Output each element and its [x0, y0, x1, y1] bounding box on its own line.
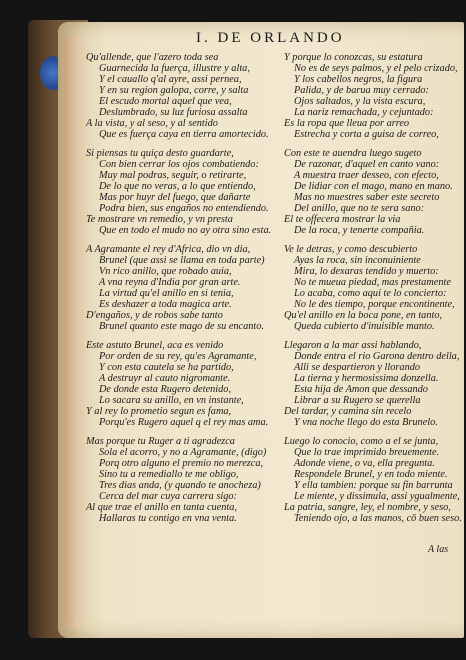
verse-line: Y con esta cautela se ha partido,	[99, 361, 234, 373]
verse-line: De lidiar con el mago, mano en mano.	[294, 181, 453, 193]
verse-line: Mira, lo dexaras tendido y muerto:	[294, 265, 439, 277]
verse-line: Guarnecida la fuerça, illustre y alta,	[99, 63, 250, 75]
verse-line: El te offecera mostrar la via	[284, 214, 401, 226]
verse-line: La tierna y hermosissima donzella.	[294, 372, 439, 384]
stanza	[284, 340, 466, 428]
verse-line: Y el cauallo q'al ayre, assi pernea,	[99, 74, 242, 86]
verse-line: Tres dias anda, (y quando te anocheza)	[99, 479, 261, 491]
verse-line: A muestra traer desseo, con efecto,	[294, 169, 439, 181]
verse-line: De lo que no veras, a lo que entiendo,	[99, 181, 256, 193]
verse-line: Ojos saltados, y la vista escura,	[294, 96, 426, 108]
verse-line: Esta hija de Amon que dessando	[294, 383, 428, 395]
verse-line: Y los cabellos negros, la figura	[294, 74, 423, 86]
verse-line: Alli se despartieron y llorando	[294, 361, 421, 373]
verse-line: Brunel quanto este mago de su encanto.	[99, 321, 265, 333]
verse-line: Por orden de su rey, qu'es Agramante,	[99, 350, 257, 362]
verse-line: El escudo mortal aquel que vea,	[99, 96, 232, 108]
verse-line: Lo sacara su anillo, en vn instante,	[99, 394, 244, 406]
stanza	[86, 148, 291, 236]
verse-line: A la vista, y al seso, y al sentido	[86, 118, 218, 130]
verse-line: Muy mal podras, seguir, o retirarte,	[99, 169, 247, 181]
verse-line: Vn rico anillo, que robado auia,	[99, 265, 232, 277]
verse-line: Qu'allende, que l'azero toda sea	[86, 52, 219, 63]
verse-line: Hallaras tu contigo en vna venta.	[99, 512, 237, 524]
verse-line: Llegaron a la mar assi hablando,	[284, 339, 422, 351]
verse-line: Mas por huyr del fuego, que dañarte	[99, 192, 251, 204]
verse-line: D'engaños, y de robos sabe tanto	[86, 310, 223, 322]
verse-line: Librar a su Rugero se querella	[294, 394, 421, 406]
verse-line: Respondele Brunel, y en todo miente.	[294, 468, 448, 480]
verse-line: Con este te auendra luego sugeto	[284, 147, 422, 159]
verse-line: La nariz remachada, y cejuntado:	[294, 107, 434, 119]
verse-line: Y vna noche llego do esta Brunelo.	[294, 416, 438, 428]
verse-line: Estrecha y corta a guisa de correo,	[294, 129, 439, 141]
verse-line: A vna reyna d'India por gran arte.	[99, 276, 241, 288]
verse-line: No le des tiempo, porque encontinente,	[294, 298, 455, 310]
stanza	[86, 244, 291, 332]
verse-line: Palida, y de barua muy cerrado:	[294, 85, 429, 97]
verse-line: De la roca, y tenerte compañia.	[294, 225, 425, 237]
stanza	[284, 244, 466, 332]
verse-line: Este astuto Brunel, aca es venido	[86, 339, 224, 351]
verse-line: Brunel (que assi se llama en toda parte)	[99, 254, 265, 266]
verse-line: Al que trae el anillo en tanta cuenta,	[86, 501, 237, 513]
catchword: A las	[428, 544, 449, 555]
verse-line: Y ella tambien: porque su fin barrunta	[294, 479, 453, 491]
verse-line: Teniendo ojo, a las manos, cō buen seso.	[294, 512, 462, 524]
verse-line: Qu'el anillo en la boca pone, en tanto,	[284, 310, 443, 322]
verse-line: Sola el acorro, y no a Agramante, (digo)	[99, 446, 267, 458]
running-head: I. DE ORLANDO	[196, 30, 345, 46]
verse-line: Ayas la roca, sin inconuiniente	[294, 254, 421, 266]
verse-column-right	[284, 52, 466, 531]
verse-line: Del tardar, y camina sin recelo	[284, 405, 412, 417]
verse-line: Queda cubierto d'inuisible manto.	[294, 321, 435, 333]
verse-line: Que lo trae imprimido breuemente.	[294, 446, 440, 458]
verse-line: Y al rey lo prometio segun es fama,	[86, 405, 232, 417]
stanza	[284, 436, 466, 524]
verse-line: Y en su region galopa, corre, y salta	[99, 85, 249, 97]
verse-line: Adonde viene, o va, ella pregunta.	[294, 457, 435, 469]
verse-line: Es la ropa que lleua por arreo	[284, 118, 410, 130]
verse-line: Sino tu a remediallo te me obligo,	[99, 468, 239, 480]
verse-line: Luego lo conocio, como a el se junta,	[284, 435, 439, 447]
verse-line: Mas porque tu Ruger a ti agradezca	[86, 435, 235, 447]
verse-line: Deslumbrado, su luz furiosa assalta	[99, 107, 248, 119]
verse-line: No te mueua piedad, mas prestamente	[294, 276, 451, 288]
verse-column-left	[86, 52, 291, 531]
verse-line: No es de seys palmos, y el pelo crizado,	[294, 63, 458, 75]
verse-line: A Agramante el rey d'Africa, dio vn dia,	[86, 243, 251, 255]
stanza	[284, 148, 466, 236]
stanza	[284, 52, 466, 140]
verse-line: De razonar, d'aquel en canto vano:	[294, 158, 440, 170]
verse-line: Que es fuerça caya en tierra amortecido.	[99, 129, 269, 141]
verse-line: Y porque lo conozcas, su estatura	[284, 52, 423, 63]
verse-line: Con bien cerrar los ojos combatiendo:	[99, 158, 259, 170]
verse-line: Es deshazer a toda magica arte.	[99, 298, 232, 310]
verse-line: Si piensas tu quiça desto guardarte,	[86, 147, 234, 159]
stanza	[86, 436, 291, 524]
verse-line: Del anillo, que no te sera sano:	[294, 203, 425, 215]
verse-line: Porq otro alguno el premio no merezca,	[99, 457, 264, 469]
verse-line: De donde esta Rugero detenido,	[99, 383, 232, 395]
verse-line: Mas no muestres saber este secreto	[294, 192, 440, 204]
verse-line: A destruyr al cauto nigromante.	[99, 372, 231, 384]
verse-line: Te mostrare vn remedio, y vn presta	[86, 214, 233, 226]
verse-line: Ve le detras, y como descubierto	[284, 243, 418, 255]
verse-line: Porqu'es Rugero aquel q el rey mas ama.	[99, 416, 269, 428]
verse-line: Que en todo el mudo no ay otra sino esta.	[99, 225, 272, 237]
verse-line: La virtud qu'el anillo en si tenia,	[99, 287, 234, 299]
verse-line: La patria, sangre, ley, el nombre, y seso,	[284, 501, 451, 513]
verse-line: Lo acaba, como aqui te lo concierto:	[294, 287, 447, 299]
page-gutter-stain	[64, 36, 86, 628]
stanza	[86, 52, 291, 140]
verse-line: Le miente, y dissimula, assi ygualmente,	[294, 490, 460, 502]
verse-line: Cerca del mar cuya carrera sigo:	[99, 490, 237, 502]
stanza	[86, 340, 291, 428]
verse-line: Donde entra el rio Garona dentro della,	[294, 350, 460, 362]
verse-line: Podra bien, sus engaños no entendiendo.	[99, 203, 269, 215]
